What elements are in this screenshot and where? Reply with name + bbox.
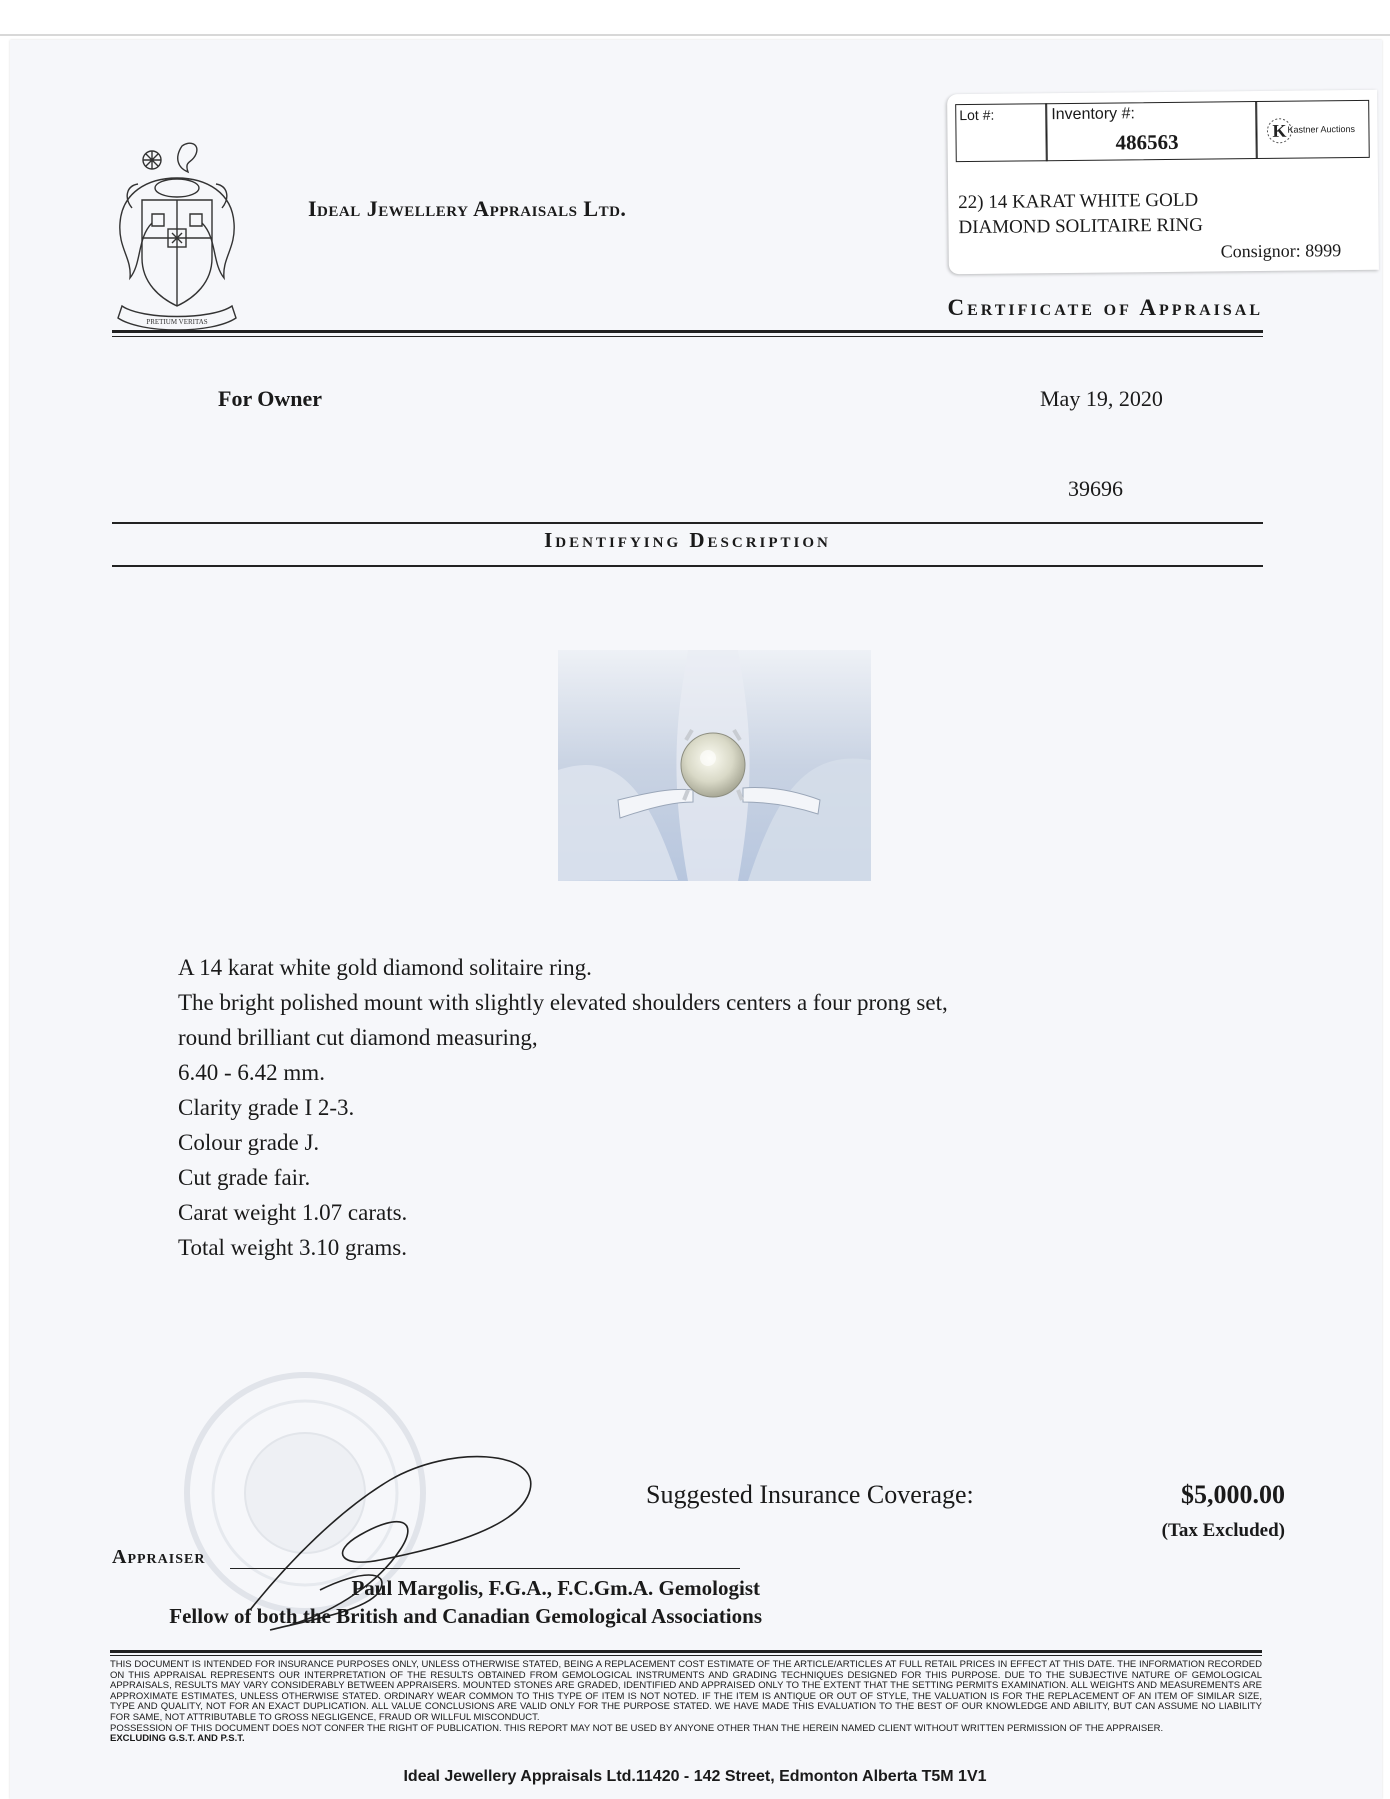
disclaimer-rule-bottom — [110, 1655, 1262, 1656]
appraiser-label: Appraiser — [112, 1546, 206, 1568]
identifying-description — [178, 950, 948, 1265]
description-line: Total weight 3.10 grams. — [178, 1235, 407, 1260]
description-line: round brilliant cut diamond measuring, — [178, 1025, 538, 1050]
disclaimer-tax: EXCLUDING G.S.T. AND P.S.T. — [110, 1733, 245, 1745]
header-rule-top — [112, 330, 1263, 333]
description-line: Cut grade fair. — [178, 1165, 311, 1190]
certificate-title: Certificate of Appraisal — [947, 295, 1263, 320]
section-rule-bottom — [112, 565, 1263, 567]
scan-top-edge — [0, 34, 1390, 36]
lot-description-line1: 22) 14 KARAT WHITE GOLD — [958, 189, 1199, 214]
lot-description-line2: DIAMOND SOLITAIRE RING — [958, 214, 1203, 239]
insurance-amount: $5,000.00 — [1181, 1480, 1285, 1509]
disclaimer — [110, 1660, 1262, 1745]
appraiser-name: Paul Margolis, F.G.A., F.C.Gm.A. Gemologist — [351, 1576, 760, 1600]
description-line: The bright polished mount with slightly elevated shoulders centers a four prong set, — [178, 990, 948, 1015]
tax-note: (Tax Excluded) — [1161, 1520, 1285, 1541]
consignor-number: Consignor: 8999 — [1220, 240, 1342, 262]
identifying-heading: Identifying Description — [544, 528, 831, 552]
certificate-number: 39696 — [1068, 476, 1123, 501]
lot-number-label: Lot #: — [959, 106, 995, 124]
description-line: Clarity grade I 2-3. — [178, 1095, 355, 1120]
appraisal-date: May 19, 2020 — [1040, 386, 1163, 411]
description-line: 6.40 - 6.42 mm. — [178, 1060, 325, 1085]
lot-label-sticker — [947, 90, 1379, 274]
disclaimer-possession: POSSESSION OF THIS DOCUMENT DOES NOT CONFER THE RIGHT OF PUBLICATION. THIS REPORT MAY NOT BE USED BY ANYONE OTHER THAN THE HEREIN NAMED CLIENT WITHOUT WRITTEN PERMISSION OF THE APPRAISER. — [110, 1722, 1164, 1734]
insurance-label: Suggested Insurance Coverage: — [646, 1480, 974, 1509]
description-line: Carat weight 1.07 carats. — [178, 1200, 408, 1225]
footer-address: Ideal Jewellery Appraisals Ltd.11420 - 142 Street, Edmonton Alberta T5M 1V1 — [403, 1768, 987, 1785]
company-name: Ideal Jewellery Appraisals Ltd. — [308, 196, 627, 221]
inventory-number: 486563 — [1115, 129, 1179, 155]
for-owner: For Owner — [218, 386, 323, 411]
appraiser-fellowship: Fellow of both the British and Canadian Gemological Associations — [169, 1604, 762, 1628]
svg-text:K: K — [1272, 120, 1287, 141]
disclaimer-rule-top — [110, 1650, 1262, 1653]
inventory-number-label: Inventory #: — [1051, 105, 1135, 124]
section-rule-top — [112, 522, 1263, 524]
header-rule-bottom — [112, 336, 1263, 337]
kastner-logo-text: Kastner Auctions — [1287, 123, 1356, 135]
ring-photo — [558, 650, 871, 881]
description-line: Colour grade J. — [178, 1130, 320, 1155]
description-line: A 14 karat white gold diamond solitaire ring. — [178, 955, 592, 980]
disclaimer-main: THIS DOCUMENT IS INTENDED FOR INSURANCE PURPOSES ONLY, UNLESS OTHERWISE STATED, BEING A REPLACEMENT COST ESTIMATE OF THE ARTICLE/ARTICLES AT FULL RETAIL PRICES IN EFFECT AT THIS DATE. THE INFORMATION RECORDED ON THIS APPRAISAL REPRESENTS OUR INTERPRETATION OF THE RESULTS OBTAINED FROM GEMOLOGICAL INSTRUMENTS AND GRADING TECHNIQUES DESIGNED FOR THIS PURPOSE. DUE TO THE SUBJECTIVE NATURE OF GEMOLOGICAL APPRAISALS, RESULTS MAY VARY CONSIDERABLY BETWEEN APPRAISERS. MOUNTED STONES ARE GRADED, IDENTIFIED AND APPRAISED ONLY TO THE EXTENT THAT THE SETTING PERMITS EXAMINATION. ALL WEIGHTS AND MEASUREMENTS ARE APPROXIMATE ESTIMATES, UNLESS OTHERWISE STATED. ORDINARY WEAR COMMON TO THIS TYPE OF ITEM IS NOT NOTED. IF THE ITEM IS ANTIQUE OR OUT OF STYLE, THE VALUATION IS FOR THE REPLACEMENT OF AN ITEM OF SIMILAR SIZE, TYPE AND QUALITY, NOT FOR AN EXACT DUPLICATION. ALL VALUE CONCLUSIONS ARE VALID ONLY FOR THE PURPOSE STATED. WE HAVE MADE THIS EVALUATION TO THE BEST OF OUR KNOWLEDGE AND ABILITY, BUT CAN ASSUME NO LIABILITY FOR SAME, NOT ATTRIBUTABLE TO GROSS NEGLIGENCE, FRAUD OR WILLFUL MISCONDUCT. — [110, 1659, 1262, 1723]
svg-text:PRETIUM VERITAS: PRETIUM VERITAS — [146, 318, 208, 326]
